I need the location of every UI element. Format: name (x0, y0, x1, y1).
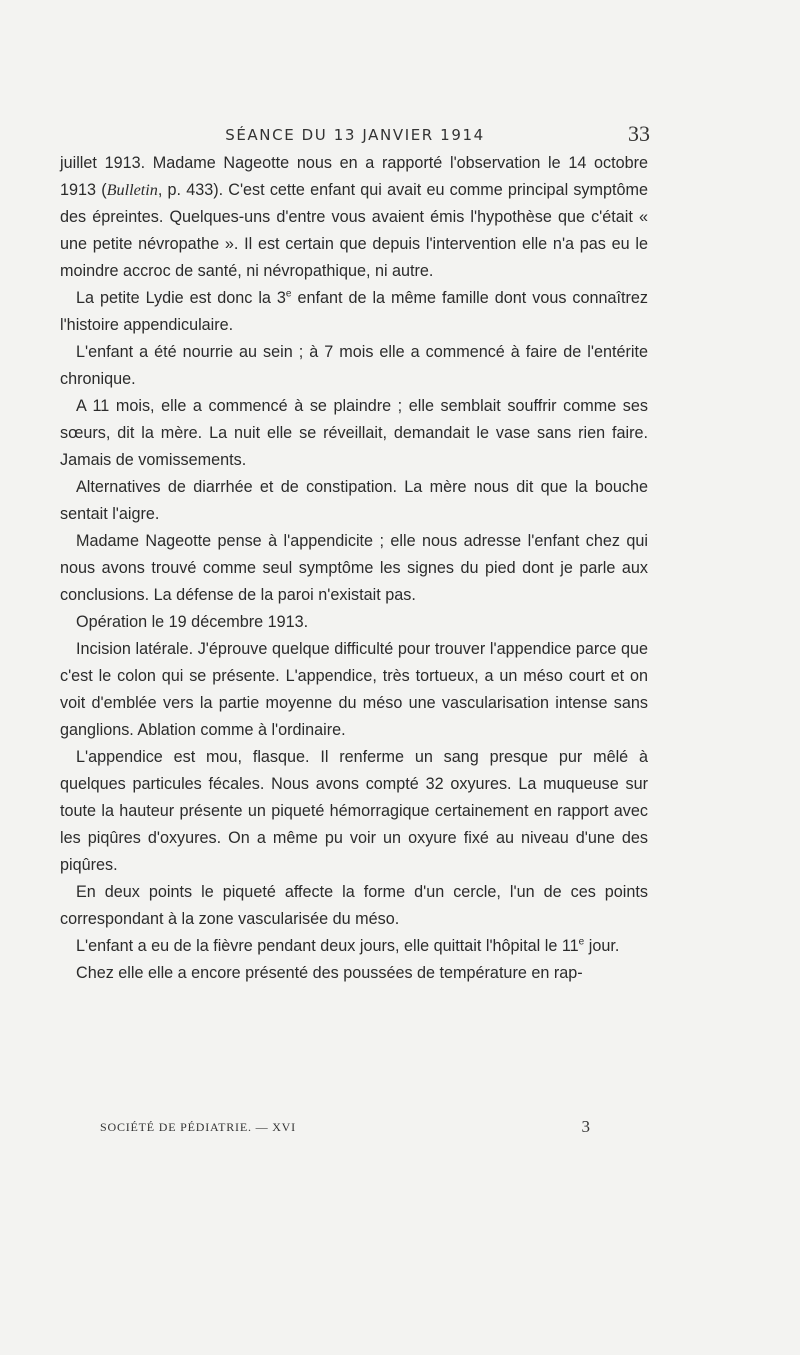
running-head (60, 121, 650, 152)
paragraph-text: juillet 1913. Madame Nageotte nous en a rapporté l'observation le 14 octobre 1913 ( (60, 154, 648, 199)
paragraph-observation-history (60, 150, 648, 285)
journal-title: Bulletin (106, 181, 158, 199)
paragraph-nourishment: L'enfant a été nourrie au sein ; à 7 mois elle a commencé à faire de l'entérite chronique. (60, 343, 648, 388)
paragraph-text: , p. 433). C'est cette enfant qui avait eu comme principal symptôme des épreintes. Quelques-uns d'entre vous avaient émis l'hypothèse que c'était « une petite névropathe ». Il est certain que depuis l'intervention elle n'a pas eu le moindre accroc de santé, ni névropathique, ni autre. (60, 181, 649, 280)
paragraph-circles: En deux points le piqueté affecte la forme d'un cercle, l'un de ces points correspondant à la zone vascularisée du méso. (60, 883, 648, 928)
paragraph-incision: Incision latérale. J'éprouve quelque difficulté pour trouver l'appendice parce que c'est le colon qui se présente. L'appendice, très tortueux, a un méso court et on voit d'emblée vers la partie moyenne du méso une vascularisation intense sans ganglions. Ablation comme à l'ordinaire. (60, 640, 648, 739)
paragraph-eleven-months: A 11 mois, elle a commencé à se plaindre ; elle semblait souffrir comme ses sœurs, dit la mère. La nuit elle se réveillait, demandait le vase sans rien faire. Jamais de vomissements. (60, 397, 648, 469)
footer-signature: SOCIÉTÉ DE PÉDIATRIE. — XVI (100, 1120, 296, 1134)
body-text (60, 150, 648, 987)
paragraph-text: L'enfant a eu de la fièvre pendant deux jours, elle quittait l'hôpital le 11 (76, 937, 579, 955)
sheet-number: 3 (581, 1117, 590, 1136)
ordinal-superscript: e (285, 288, 292, 300)
paragraph-alternatives: Alternatives de diarrhée et de constipation. La mère nous dit que la bouche sentait l'aigre. (60, 478, 648, 523)
paragraph-operation-date: Opération le 19 décembre 1913. (76, 613, 309, 631)
paragraph-text: La petite Lydie est donc la 3 (76, 289, 286, 307)
footer (100, 1117, 590, 1142)
page-number: 33 (628, 121, 650, 146)
paragraph-home-fever: Chez elle elle a encore présenté des poussées de température en rap- (76, 964, 583, 982)
paragraph-appendix-findings: L'appendice est mou, flasque. Il renferme un sang presque pur mêlé à quelques particules fécales. Nous avons compté 32 oxyures. La muqueuse sur toute la hauteur présente un piqueté hémorragique certainement en rapport avec les piqûres d'oxyures. On a même pu voir un oxyure fixé au niveau d'une des piqûres. (60, 748, 648, 874)
paragraph-text: jour. (584, 937, 620, 955)
ordinal-superscript: e (578, 936, 585, 948)
paragraph-fever (60, 933, 648, 960)
paragraph-referral: Madame Nageotte pense à l'appendicite ; elle nous adresse l'enfant chez qui nous avons trouvé comme seul symptôme les signes du pied dont je parle aux conclusions. La défense de la paroi n'existait pas. (60, 532, 648, 604)
running-title: SÉANCE DU 13 JANVIER 1914 (225, 126, 485, 144)
paragraph-text: enfant de la même famille dont vous connaîtrez l'histoire appendiculaire. (60, 289, 649, 334)
paragraph-lydie (60, 285, 648, 339)
